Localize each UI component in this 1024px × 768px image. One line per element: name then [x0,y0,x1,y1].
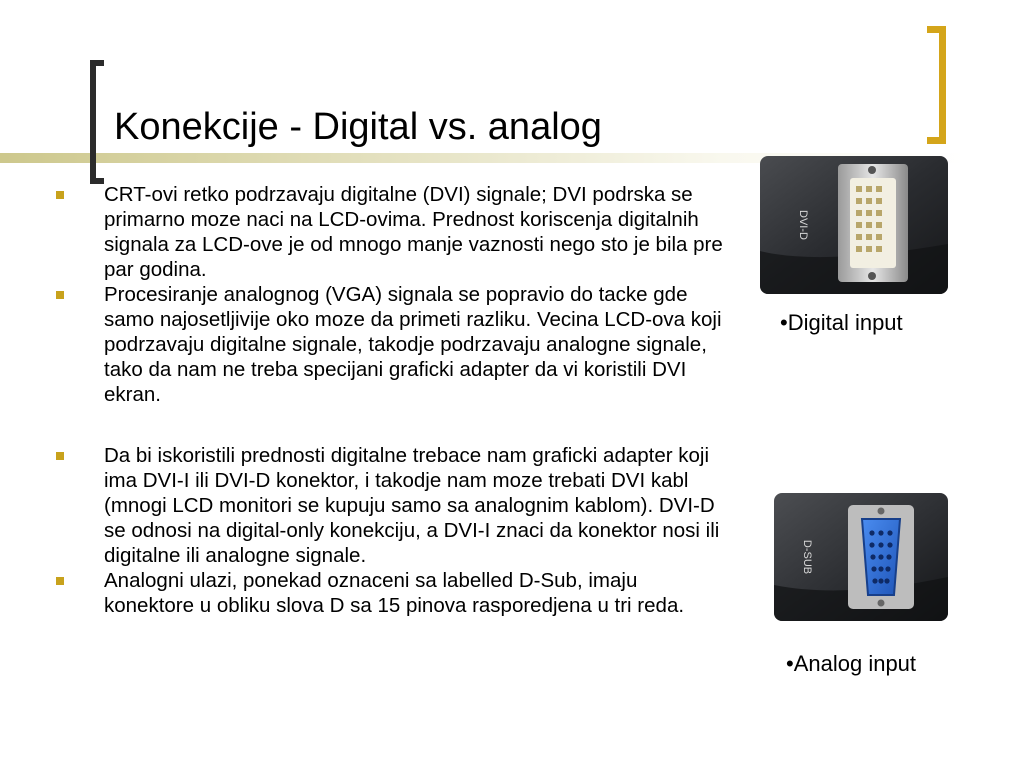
square-bullet-icon [56,577,64,585]
left-bracket-decoration [90,60,104,184]
right-bracket-decoration [927,26,946,144]
vga-port-label: D-SUB [801,539,813,575]
slide-title: Konekcije - Digital vs. analog [114,106,602,148]
bullet-text: Da bi iskoristili prednosti digitalne trebace nam graficki adapter koji ima DVI-I ili DVI-D konektor, i takodje nam moze trebati DVI kabl (mnogi LCD monitori se kupuju samo sa analognim kablom). DVI-D se odnosi na digital-only konekciju, a DVI-I znaci da konektor nosi ili digitalne ili analogne signale. [104,444,720,567]
square-bullet-icon [56,191,64,199]
dvi-port-photo [760,156,948,294]
bullet-text: Analogni ulazi, ponekad oznaceni sa labelled D-Sub, imaju konektore u obliku slova D sa 15 pinova rasporedjena u tri reda. [104,569,685,617]
bullet-text: CRT-ovi retko podrzavaju digitalne (DVI) signale; DVI podrska se primarno moze naci na LCD-ovima. Prednost koriscenja digitalnih signala za LCD-ove je od mnogo manje vaznosti nego sto je bila pre par godina. [104,183,723,281]
digital-input-caption: •Digital input [780,310,903,335]
bullet-item [56,282,728,407]
bullet-list [56,182,728,618]
vga-port-photo [774,493,948,621]
bullet-item [56,182,728,282]
square-bullet-icon [56,291,64,299]
dvi-port-label: DVI-D [797,210,809,240]
bullet-text: Procesiranje analognog (VGA) signala se popravio do tacke gde samo najosetljivije oko moze da primeti razliku. Vecina LCD-ova koji podrzavaju digitalne signale, takodje podrzavaju analogne signale, tako da nam ne treba specijani graficki adapter da vi koristili DVI ekran. [104,283,722,406]
bullet-item [56,443,728,568]
analog-input-caption: •Analog input [786,651,917,676]
square-bullet-icon [56,452,64,460]
bullet-item [56,568,728,618]
